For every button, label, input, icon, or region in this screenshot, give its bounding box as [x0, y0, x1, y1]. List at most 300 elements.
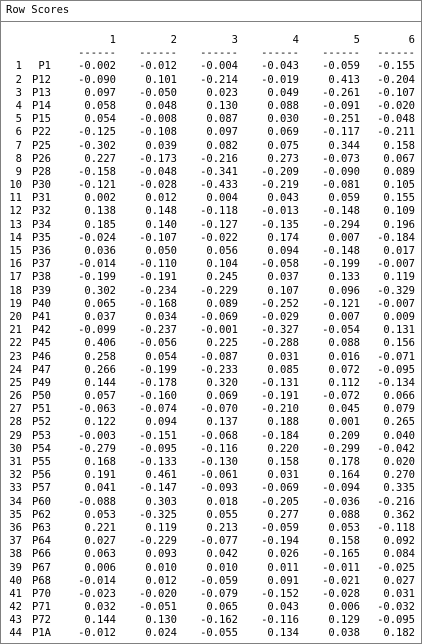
row-index: 26: [9, 390, 22, 403]
row-label: P14: [32, 99, 51, 112]
score-cell: 0.027: [84, 535, 116, 548]
table-row: [7, 496, 415, 509]
score-cell: -0.130: [200, 456, 238, 468]
score-cell: 0.069: [267, 126, 299, 139]
score-cell: -0.073: [322, 152, 360, 165]
score-cell: -0.229: [139, 535, 177, 548]
score-cell: -0.091: [322, 99, 360, 112]
score-cell: -0.061: [200, 469, 238, 482]
score-cell: -0.058: [261, 258, 299, 271]
score-cell: 0.075: [267, 139, 299, 152]
row-label: P12: [32, 73, 51, 86]
score-cell: -0.121: [322, 297, 360, 310]
table-row: [7, 351, 415, 364]
score-cell: 0.129: [328, 614, 360, 627]
score-cell: 0.042: [206, 548, 238, 561]
score-cell: 0.096: [328, 284, 360, 297]
column-header: 1: [109, 34, 116, 46]
score-cell: 0.140: [145, 218, 177, 231]
score-cell: 0.063: [84, 548, 116, 561]
score-cell: 0.137: [206, 416, 238, 429]
score-cell: -0.093: [200, 482, 238, 495]
score-cell: -0.216: [377, 495, 415, 508]
score-cell: 0.221: [84, 521, 116, 534]
score-cell: -0.028: [139, 179, 177, 192]
header-underline: ------: [200, 47, 238, 60]
score-cell: -0.191: [139, 271, 177, 284]
score-cell: -0.011: [322, 561, 360, 574]
score-cell: -0.020: [139, 587, 177, 600]
score-cell: -0.173: [139, 152, 177, 165]
row-label: P42: [32, 324, 51, 337]
row-index: 7: [15, 139, 22, 152]
score-cell: -0.048: [139, 165, 177, 178]
score-cell: -0.099: [78, 324, 116, 337]
score-cell: 0.085: [267, 363, 299, 376]
score-cell: 0.133: [328, 271, 360, 284]
row-index: 18: [9, 284, 22, 297]
row-label: P55: [32, 456, 51, 468]
score-cell: 0.182: [383, 627, 415, 640]
score-cell: -0.019: [261, 73, 299, 86]
score-cell: 0.245: [206, 271, 238, 284]
score-cell: 0.030: [267, 113, 299, 126]
score-cell: -0.302: [78, 139, 116, 152]
scores-table: [7, 34, 415, 641]
score-cell: -0.070: [200, 403, 238, 416]
score-cell: -0.178: [139, 376, 177, 389]
row-label: P57: [32, 482, 51, 495]
score-cell: -0.155: [377, 60, 415, 73]
score-cell: -0.094: [322, 482, 360, 495]
score-cell: -0.325: [139, 508, 177, 521]
score-cell: 0.082: [206, 139, 238, 152]
score-cell: 0.413: [328, 73, 360, 86]
score-cell: -0.008: [139, 113, 177, 126]
score-cell: -0.081: [322, 179, 360, 192]
score-cell: 0.158: [383, 139, 415, 152]
score-cell: -0.095: [139, 442, 177, 455]
score-cell: -0.234: [139, 284, 177, 297]
table-row: [7, 179, 415, 192]
row-index: 28: [9, 416, 22, 429]
row-label: P30: [32, 179, 51, 192]
score-cell: -0.219: [261, 179, 299, 192]
score-cell: 0.302: [84, 284, 116, 297]
column-header-row: [7, 34, 415, 47]
score-cell: -0.147: [139, 482, 177, 495]
row-label: P46: [32, 350, 51, 363]
score-cell: -0.118: [377, 521, 415, 534]
row-index: 12: [9, 205, 22, 218]
score-cell: 0.344: [328, 139, 360, 152]
score-cell: -0.211: [377, 126, 415, 139]
score-cell: 0.320: [206, 376, 238, 389]
table-row: [7, 100, 415, 113]
score-cell: -0.148: [322, 245, 360, 257]
score-cell: 0.273: [267, 152, 299, 165]
score-cell: -0.074: [139, 403, 177, 416]
score-cell: -0.116: [261, 614, 299, 627]
row-index: 22: [9, 337, 22, 350]
row-label: P72: [32, 614, 51, 627]
score-cell: 0.178: [328, 456, 360, 468]
score-cell: 0.122: [84, 416, 116, 429]
row-label: P34: [32, 218, 51, 231]
score-cell: 0.134: [267, 627, 299, 640]
row-index: 8: [15, 152, 22, 165]
score-cell: 0.148: [145, 205, 177, 218]
header-underline: ------: [377, 47, 415, 60]
score-cell: -0.001: [200, 324, 238, 337]
row-index: 6: [15, 126, 22, 139]
row-label: P25: [32, 139, 51, 152]
score-cell: 0.094: [145, 416, 177, 429]
row-label: P1: [38, 60, 51, 73]
row-label: P22: [32, 126, 51, 139]
score-cell: 0.130: [145, 614, 177, 627]
table-row: [7, 548, 415, 561]
score-cell: 0.023: [206, 86, 238, 99]
score-cell: -0.205: [261, 495, 299, 508]
score-cell: -0.079: [200, 587, 238, 600]
score-cell: 0.091: [267, 574, 299, 587]
score-cell: 0.227: [84, 152, 116, 165]
row-label: P70: [32, 587, 51, 600]
score-cell: -0.059: [261, 521, 299, 534]
score-cell: 0.057: [84, 390, 116, 403]
score-cell: 0.088: [328, 508, 360, 521]
score-cell: 0.087: [206, 113, 238, 126]
score-cell: -0.014: [78, 574, 116, 587]
table-row: [7, 403, 415, 416]
score-cell: 0.109: [383, 205, 415, 218]
score-cell: 0.209: [328, 429, 360, 442]
row-index: 11: [9, 192, 22, 205]
score-cell: -0.107: [139, 231, 177, 244]
row-index: 16: [9, 258, 22, 271]
score-cell: -0.158: [78, 165, 116, 178]
row-label: P47: [32, 363, 51, 376]
score-cell: 0.138: [84, 205, 116, 218]
table-row: [7, 245, 415, 258]
score-cell: 0.036: [84, 245, 116, 257]
row-label: P54: [32, 442, 51, 455]
score-cell: 0.010: [206, 561, 238, 574]
score-cell: 0.156: [383, 337, 415, 350]
table-row: [7, 87, 415, 100]
score-cell: 0.069: [206, 390, 238, 403]
header-underline: ------: [78, 47, 116, 60]
score-cell: 0.012: [145, 192, 177, 205]
score-cell: -0.023: [78, 587, 116, 600]
table-row: [7, 298, 415, 311]
score-cell: -0.012: [139, 60, 177, 73]
score-cell: -0.068: [200, 429, 238, 442]
score-cell: -0.003: [78, 429, 116, 442]
window-title: Row Scores: [6, 4, 70, 16]
table-row: [7, 627, 415, 640]
score-cell: -0.059: [322, 60, 360, 73]
score-cell: -0.151: [139, 429, 177, 442]
row-label: P67: [32, 561, 51, 574]
table-row: [7, 140, 415, 153]
row-label: P40: [32, 297, 51, 310]
score-cell: 0.196: [383, 218, 415, 231]
score-cell: 0.088: [328, 337, 360, 350]
score-cell: -0.059: [200, 574, 238, 587]
score-cell: -0.168: [139, 297, 177, 310]
score-cell: -0.134: [377, 376, 415, 389]
row-index: 33: [9, 482, 22, 495]
score-cell: 0.054: [145, 350, 177, 363]
score-cell: -0.327: [261, 324, 299, 337]
table-row: [7, 469, 415, 482]
row-label: P68: [32, 574, 51, 587]
row-index: 40: [9, 574, 22, 587]
score-cell: 0.032: [84, 601, 116, 614]
score-cell: -0.204: [377, 73, 415, 86]
score-cell: 0.144: [84, 376, 116, 389]
score-cell: -0.216: [200, 152, 238, 165]
row-label: P60: [32, 495, 51, 508]
score-cell: 0.031: [383, 587, 415, 600]
score-cell: -0.160: [139, 390, 177, 403]
score-cell: -0.025: [377, 561, 415, 574]
score-cell: -0.233: [200, 363, 238, 376]
score-cell: 0.066: [383, 390, 415, 403]
score-cell: 0.056: [206, 245, 238, 257]
score-cell: 0.038: [328, 627, 360, 640]
score-cell: 0.461: [145, 469, 177, 482]
table-row: [7, 416, 415, 429]
row-label: P50: [32, 390, 51, 403]
score-cell: -0.087: [200, 350, 238, 363]
score-cell: 0.093: [145, 548, 177, 561]
table-row: [7, 258, 415, 271]
score-cell: 0.041: [84, 482, 116, 495]
score-cell: -0.069: [200, 310, 238, 323]
score-cell: 0.020: [383, 456, 415, 468]
score-cell: -0.032: [377, 601, 415, 614]
row-index: 27: [9, 403, 22, 416]
table-row: [7, 74, 415, 87]
row-label: P36: [32, 245, 51, 257]
score-cell: 0.006: [328, 601, 360, 614]
score-cell: -0.199: [139, 363, 177, 376]
row-label: P63: [32, 521, 51, 534]
row-index: 5: [15, 113, 22, 126]
score-cell: 0.094: [267, 245, 299, 257]
score-cell: 0.053: [84, 508, 116, 521]
score-cell: -0.013: [261, 205, 299, 218]
score-cell: -0.063: [78, 403, 116, 416]
score-cell: 0.048: [145, 99, 177, 112]
score-cell: -0.279: [78, 442, 116, 455]
score-cell: 0.107: [267, 284, 299, 297]
score-cell: 0.043: [267, 601, 299, 614]
row-label: P45: [32, 337, 51, 350]
score-cell: 0.027: [383, 574, 415, 587]
table-row: [7, 575, 415, 588]
score-cell: -0.229: [200, 284, 238, 297]
score-cell: 0.026: [267, 548, 299, 561]
score-cell: -0.090: [78, 73, 116, 86]
score-cell: 0.105: [383, 179, 415, 192]
score-cell: -0.054: [322, 324, 360, 337]
table-row: [7, 601, 415, 614]
score-cell: 0.007: [328, 231, 360, 244]
score-cell: 0.043: [267, 192, 299, 205]
score-cell: 0.065: [206, 601, 238, 614]
header-underline: ------: [261, 47, 299, 60]
score-cell: 0.024: [145, 627, 177, 640]
score-cell: -0.069: [261, 482, 299, 495]
score-cell: 0.037: [267, 271, 299, 284]
score-cell: -0.110: [139, 258, 177, 271]
score-cell: -0.237: [139, 324, 177, 337]
score-cell: 0.185: [84, 218, 116, 231]
score-cell: 0.089: [206, 297, 238, 310]
row-index: 29: [9, 429, 22, 442]
row-index: 15: [9, 245, 22, 257]
score-cell: 0.097: [206, 126, 238, 139]
row-index: 21: [9, 324, 22, 337]
score-cell: -0.014: [78, 258, 116, 271]
score-cell: -0.125: [78, 126, 116, 139]
score-cell: 0.155: [383, 192, 415, 205]
table-row: [7, 337, 415, 350]
score-cell: 0.303: [145, 495, 177, 508]
row-index: 34: [9, 495, 22, 508]
score-cell: 0.012: [145, 574, 177, 587]
score-cell: -0.036: [322, 495, 360, 508]
table-row: [7, 192, 415, 205]
column-header: 2: [170, 34, 177, 46]
table-row: [7, 166, 415, 179]
row-index: 39: [9, 561, 22, 574]
score-cell: -0.029: [261, 310, 299, 323]
table-row: [7, 324, 415, 337]
score-cell: -0.117: [322, 126, 360, 139]
score-cell: -0.294: [322, 218, 360, 231]
row-label: P15: [32, 113, 51, 126]
score-cell: 0.362: [383, 508, 415, 521]
score-cell: -0.288: [261, 337, 299, 350]
score-cell: -0.210: [261, 403, 299, 416]
score-cell: -0.088: [78, 495, 116, 508]
row-index: 36: [9, 521, 22, 534]
row-label: P26: [32, 152, 51, 165]
score-cell: -0.020: [377, 99, 415, 112]
header-underline: ------: [139, 47, 177, 60]
row-index: 10: [9, 179, 22, 192]
score-cell: -0.116: [200, 442, 238, 455]
row-index: 4: [15, 99, 22, 112]
table-row: [7, 232, 415, 245]
score-cell: 0.009: [383, 310, 415, 323]
score-cell: 0.088: [267, 99, 299, 112]
score-cell: -0.184: [377, 231, 415, 244]
score-cell: -0.194: [261, 535, 299, 548]
row-index: 13: [9, 218, 22, 231]
score-cell: 0.034: [145, 310, 177, 323]
score-cell: 0.039: [145, 139, 177, 152]
score-cell: -0.028: [322, 587, 360, 600]
row-label: P31: [32, 192, 51, 205]
score-cell: 0.011: [267, 561, 299, 574]
score-cell: 0.079: [383, 403, 415, 416]
row-index: 25: [9, 376, 22, 389]
score-cell: 0.220: [267, 442, 299, 455]
row-index: 43: [9, 614, 22, 627]
row-index: 44: [9, 627, 22, 640]
score-cell: 0.050: [145, 245, 177, 257]
score-cell: 0.089: [383, 165, 415, 178]
score-cell: 0.037: [84, 310, 116, 323]
score-cell: 0.059: [328, 192, 360, 205]
score-cell: -0.043: [261, 60, 299, 73]
score-cell: -0.251: [322, 113, 360, 126]
table-row: [7, 614, 415, 627]
table-row: [7, 377, 415, 390]
table-row: [7, 482, 415, 495]
score-cell: -0.118: [200, 205, 238, 218]
score-cell: 0.006: [84, 561, 116, 574]
score-cell: -0.056: [139, 337, 177, 350]
score-cell: -0.048: [377, 113, 415, 126]
score-cell: 0.007: [328, 310, 360, 323]
score-cell: -0.024: [78, 231, 116, 244]
row-index: 35: [9, 508, 22, 521]
score-cell: -0.007: [377, 258, 415, 271]
row-index: 1: [15, 60, 22, 73]
score-cell: 0.130: [206, 99, 238, 112]
row-label: P28: [32, 165, 51, 178]
score-cell: -0.261: [322, 86, 360, 99]
table-row: [7, 219, 415, 232]
table-row: [7, 456, 415, 469]
score-cell: -0.133: [139, 456, 177, 468]
row-index: 31: [9, 456, 22, 468]
score-cell: -0.012: [78, 627, 116, 640]
table-row: [7, 588, 415, 601]
score-cell: 0.084: [383, 548, 415, 561]
score-cell: 0.225: [206, 337, 238, 350]
table-row: [7, 562, 415, 575]
score-cell: -0.121: [78, 179, 116, 192]
row-label: P13: [32, 86, 51, 99]
score-cell: 0.101: [145, 73, 177, 86]
table-row: [7, 126, 415, 139]
table-row: [7, 311, 415, 324]
score-cell: -0.127: [200, 218, 238, 231]
row-label: P64: [32, 535, 51, 548]
score-cell: 0.335: [383, 482, 415, 495]
score-cell: 0.188: [267, 416, 299, 429]
score-cell: -0.299: [322, 442, 360, 455]
row-index: 17: [9, 271, 22, 284]
row-index: 14: [9, 231, 22, 244]
score-cell: -0.329: [377, 284, 415, 297]
score-cell: -0.199: [78, 271, 116, 284]
table-row: [7, 509, 415, 522]
score-cell: 0.065: [84, 297, 116, 310]
score-cell: 0.053: [328, 521, 360, 534]
score-cell: 0.045: [328, 403, 360, 416]
row-label: P49: [32, 376, 51, 389]
header-underline: ------: [322, 47, 360, 60]
